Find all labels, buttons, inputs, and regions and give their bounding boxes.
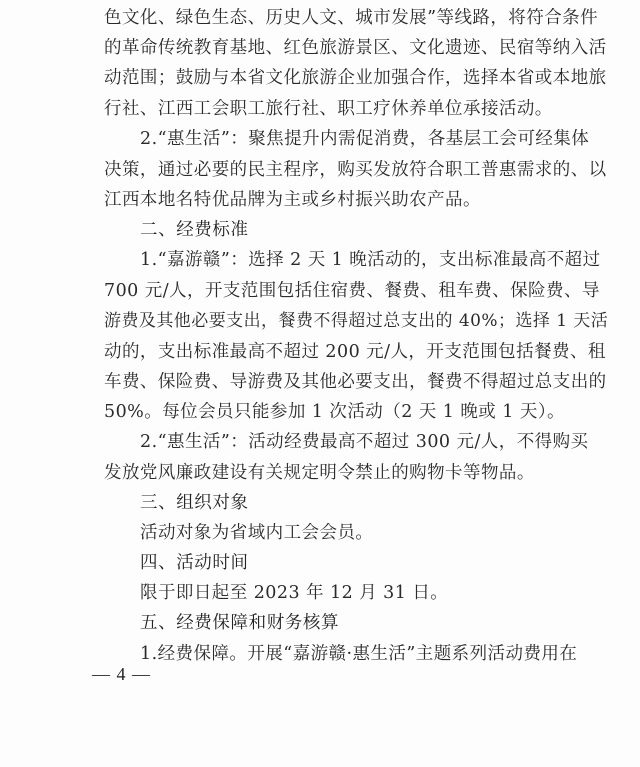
paragraph-hui-shenghuo: 2.“惠生活”：聚焦提升内需促消费，各基层工会可经集体 — [140, 129, 590, 149]
body-text-line: 发放党风廉政建设有关规定明令禁止的购物卡等物品。 — [104, 463, 535, 483]
section-heading-funding-finance: 五、经费保障和财务核算 — [140, 613, 340, 633]
section-heading-organization: 三、组织对象 — [140, 493, 249, 513]
page-number: — 4 — — [92, 664, 151, 684]
section-heading-funding-standard: 二、经费标准 — [140, 220, 249, 240]
body-text-line: 50%。每位会员只能参加 1 次活动（2 天 1 晚或 1 天）。 — [104, 402, 565, 422]
paragraph-jia-you-gan: 1.“嘉游赣”：选择 2 天 1 晚活动的，支出标准最高不超过 — [140, 250, 601, 270]
paragraph-funding-guarantee: 1.经费保障。开展“嘉游赣·惠生活”主题系列活动费用在 — [140, 644, 578, 664]
body-text-line: 700 元/人，开支范围包括住宿费、餐费、租车费、保险费、导 — [104, 281, 600, 301]
body-text-line: 行社、江西工会职工旅行社、职工疗休养单位承接活动。 — [104, 99, 553, 119]
body-text-line: 动的，支出标准最高不超过 200 元/人，开支范围包括餐费、租 — [104, 342, 606, 362]
body-text-line: 的革命传统教育基地、红色旅游景区、文化遗迹、民宿等纳入活 — [104, 38, 607, 58]
section-heading-activity-time: 四、活动时间 — [140, 553, 249, 573]
body-text-line: 车费、保险费、导游费及其他必要支出，餐费不得超过总支出的 — [104, 372, 607, 392]
body-text-line: 决策，通过必要的民主程序，购买发放符合职工普惠需求的、以 — [104, 160, 607, 180]
body-text-line: 动范围；鼓励与本省文化旅游企业加强合作，选择本省或本地旅 — [104, 68, 607, 88]
paragraph-hui-shenghuo-funding: 2.“惠生活”：活动经费最高不超过 300 元/人，不得购买 — [140, 432, 589, 452]
body-text-line: 江西本地名特优品牌为主或乡村振兴助农产品。 — [104, 190, 481, 210]
body-text-line: 色文化、绿色生态、历史人文、城市发展”等线路，将符合条件 — [104, 8, 599, 28]
body-text-line: 游费及其他必要支出，餐费不得超过总支出的 40%；选择 1 天活 — [104, 311, 609, 331]
body-text-line: 活动对象为省域内工会会员。 — [140, 523, 374, 543]
body-text-line: 限于即日起至 2023 年 12 月 31 日。 — [140, 583, 449, 603]
